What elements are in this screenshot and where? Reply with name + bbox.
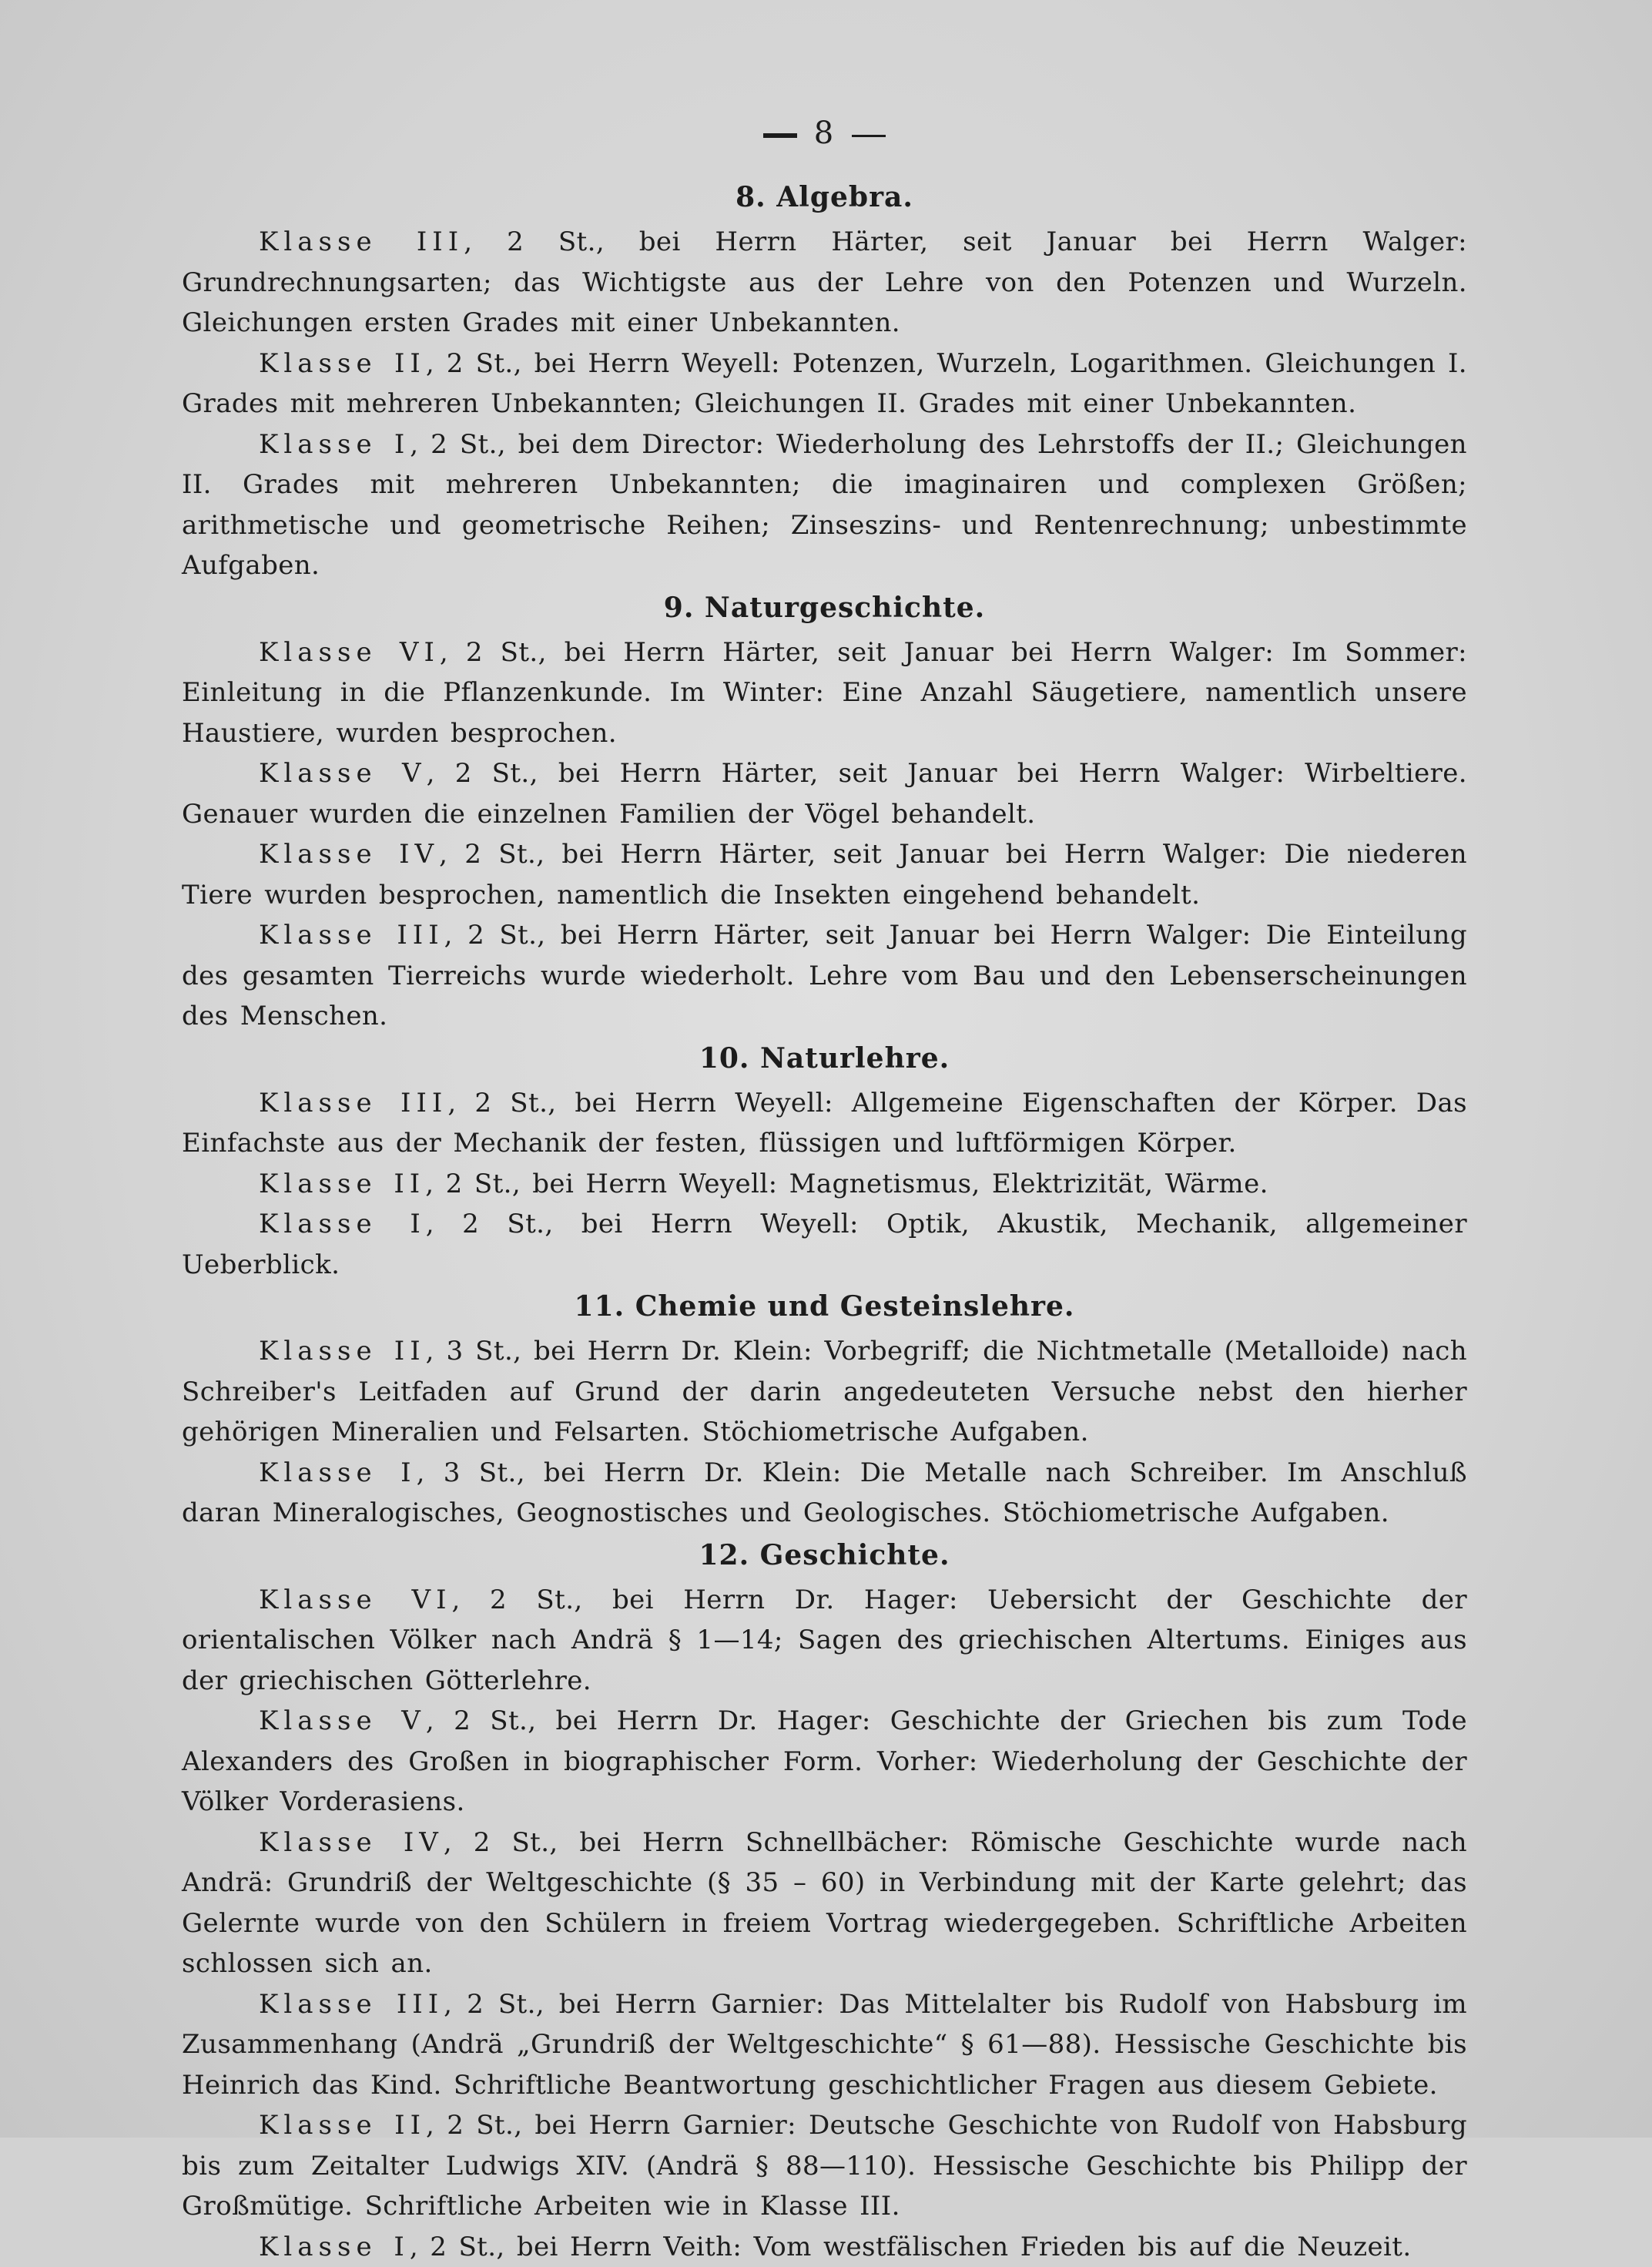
class-label: Klasse I: [259, 1457, 417, 1488]
section-paragraph: [182, 1701, 1467, 1823]
section-paragraph: [182, 1164, 1467, 1205]
class-label: Klasse III: [259, 920, 444, 951]
page-number-value: 8: [814, 116, 835, 151]
class-label: Klasse II: [259, 2110, 426, 2141]
section-paragraph: [182, 1984, 1467, 2106]
section-paragraph: [182, 632, 1467, 754]
section-paragraph: [182, 2227, 1467, 2267]
section-paragraph: [182, 424, 1467, 586]
section-paragraph: [182, 915, 1467, 1037]
section-paragraph: [182, 1823, 1467, 1984]
class-label: Klasse IV: [259, 839, 439, 870]
paragraph-text: , 2 St., bei Herrn Veith: Vom westfälischen Frieden bis auf die Neuzeit.: [410, 2232, 1412, 2262]
class-label: Klasse IV: [259, 1827, 444, 1858]
page-number-dash-right: [852, 135, 886, 137]
class-label: Klasse VI: [259, 637, 440, 668]
paragraph-text: , 3 St., bei Herrn Dr. Klein: Vorbegriff; die Nichtmetalle (Metalloide) nach Schreiber's Leitfaden auf Grund der darin angedeuteten Versuche nebst den hierher gehörigen Mineralien und Felsarten. Stöchiometrische Aufgaben.: [182, 1336, 1467, 1447]
paragraph-text: , 2 St., bei Herrn Härter, seit Januar bei Herrn Walger: Im Sommer: Einleitung in die Pflanzenkunde. Im Winter: Eine Anzahl Säugetiere, namentlich unsere Haustiere, wurden besprochen.: [182, 637, 1467, 749]
class-label: Klasse III: [259, 1989, 444, 2020]
section-paragraph: [182, 834, 1467, 915]
class-label: Klasse I: [259, 429, 410, 460]
page-number-dash-left: [763, 133, 797, 138]
section-paragraph: [182, 222, 1467, 344]
paragraph-text: , 2 St., bei Herrn Garnier: Deutsche Geschichte von Rudolf von Habsburg bis zum Zeitalter Ludwigs XIV. (Andrä § 88—110). Hessische Geschichte bis Philipp der Großmütige. Schriftliche Arbeiten wie in Klasse III.: [182, 2110, 1467, 2222]
page-number: [182, 116, 1467, 151]
section-paragraph: [182, 1453, 1467, 1534]
class-label: Klasse I: [259, 2232, 410, 2262]
paragraph-text: , 2 St., bei Herrn Härter, seit Januar bei Herrn Walger: Wirbeltiere. Genauer wurden die einzelnen Familien der Vögel behandelt.: [182, 758, 1467, 830]
section-paragraph: [182, 1083, 1467, 1164]
paragraph-text: , 2 St., bei Herrn Dr. Hager: Geschichte der Griechen bis zum Tode Alexanders des Großen in biographischer Form. Vorher: Wiederholung der Geschichte der Völker Vorderasiens.: [182, 1705, 1467, 1817]
class-label: Klasse V: [259, 1705, 426, 1736]
paragraph-text: , 2 St., bei Herrn Weyell: Magnetismus, Elektrizität, Wärme.: [425, 1169, 1268, 1199]
class-label: Klasse III: [259, 226, 464, 257]
document-body: [182, 177, 1467, 2267]
section-paragraph: [182, 1331, 1467, 1453]
paragraph-text: , 2 St., bei Herrn Schnellbächer: Römische Geschichte wurde nach Andrä: Grundriß der Weltgeschichte (§ 35 – 60) in Verbindung mit der Karte gelehrt; das Gelernte wurde von den Schülern in freiem Vortrag wiedergegeben. Schriftliche Arbeiten schlossen sich an.: [182, 1827, 1467, 1980]
class-label: Klasse II: [259, 1336, 426, 1367]
section-paragraph: [182, 1204, 1467, 1285]
class-label: Klasse VI: [259, 1585, 452, 1615]
section-paragraph: [182, 753, 1467, 834]
paragraph-text: , 2 St., bei Herrn Weyell: Allgemeine Eigenschaften der Körper. Das Einfachste aus der Mechanik der festen, flüssigen und luftförmigen Körper.: [182, 1088, 1467, 1159]
paragraph-text: , 2 St., bei Herrn Härter, seit Januar bei Herrn Walger: Die Einteilung des gesamten Tierreichs wurde wiederholt. Lehre vom Bau und den Lebenserscheinungen des Menschen.: [182, 920, 1467, 1031]
paragraph-text: , 2 St., bei dem Director: Wiederholung des Lehrstoffs der II.; Gleichungen II. Grades mit mehreren Unbekannten; die imaginairen und complexen Größen; arithmetische und geometrische Reihen; Zinseszins- und Rentenrechnung; unbestimmte Aufgaben.: [182, 429, 1467, 582]
class-label: Klasse I: [259, 1209, 426, 1239]
class-label: Klasse II: [259, 348, 426, 379]
paragraph-text: , 2 St., bei Herrn Weyell: Optik, Akustik, Mechanik, allgemeiner Ueberblick.: [182, 1209, 1467, 1280]
section-paragraph: [182, 344, 1467, 424]
paragraph-text: , 2 St., bei Herrn Garnier: Das Mittelalter bis Rudolf von Habsburg im Zusammenhang (Andrä „Grundriß der Weltgeschichte“ § 61—88). Hessische Geschichte bis Heinrich das Kind. Schriftliche Beantwortung geschichtlicher Fragen aus diesem Gebiete.: [182, 1989, 1467, 2101]
section-paragraph: [182, 1580, 1467, 1702]
class-label: Klasse II: [259, 1169, 425, 1199]
paragraph-text: , 2 St., bei Herrn Härter, seit Januar bei Herrn Walger: Grundrechnungsarten; das Wichtigste aus der Lehre von den Potenzen und Wurzeln. Gleichungen ersten Grades mit einer Unbekannten.: [182, 226, 1467, 338]
paragraph-text: , 2 St., bei Herrn Weyell: Potenzen, Wurzeln, Logarithmen. Gleichungen I. Grades mit mehreren Unbekannten; Gleichungen II. Grades mit einer Unbekannten.: [182, 348, 1467, 420]
section-heading: 11. Chemie und Gesteinslehre.: [182, 1286, 1467, 1326]
section-heading: 12. Geschichte.: [182, 1535, 1467, 1575]
class-label: Klasse III: [259, 1088, 447, 1118]
paragraph-text: , 2 St., bei Herrn Härter, seit Januar bei Herrn Walger: Die niederen Tiere wurden besprochen, namentlich die Insekten eingehend behandelt.: [182, 839, 1467, 910]
section-heading: 8. Algebra.: [182, 177, 1467, 217]
section-heading: 9. Naturgeschichte.: [182, 588, 1467, 628]
class-label: Klasse V: [259, 758, 427, 789]
paragraph-text: , 2 St., bei Herrn Dr. Hager: Uebersicht der Geschichte der orientalischen Völker nach Andrä § 1—14; Sagen des griechischen Altertums. Einiges aus der griechischen Götterlehre.: [182, 1585, 1467, 1696]
paragraph-text: , 3 St., bei Herrn Dr. Klein: Die Metalle nach Schreiber. Im Anschluß daran Mineralogisches, Geognostisches und Geologisches. Stöchiometrische Aufgaben.: [182, 1457, 1467, 1529]
section-paragraph: [182, 2105, 1467, 2227]
section-heading: 10. Naturlehre.: [182, 1038, 1467, 1078]
